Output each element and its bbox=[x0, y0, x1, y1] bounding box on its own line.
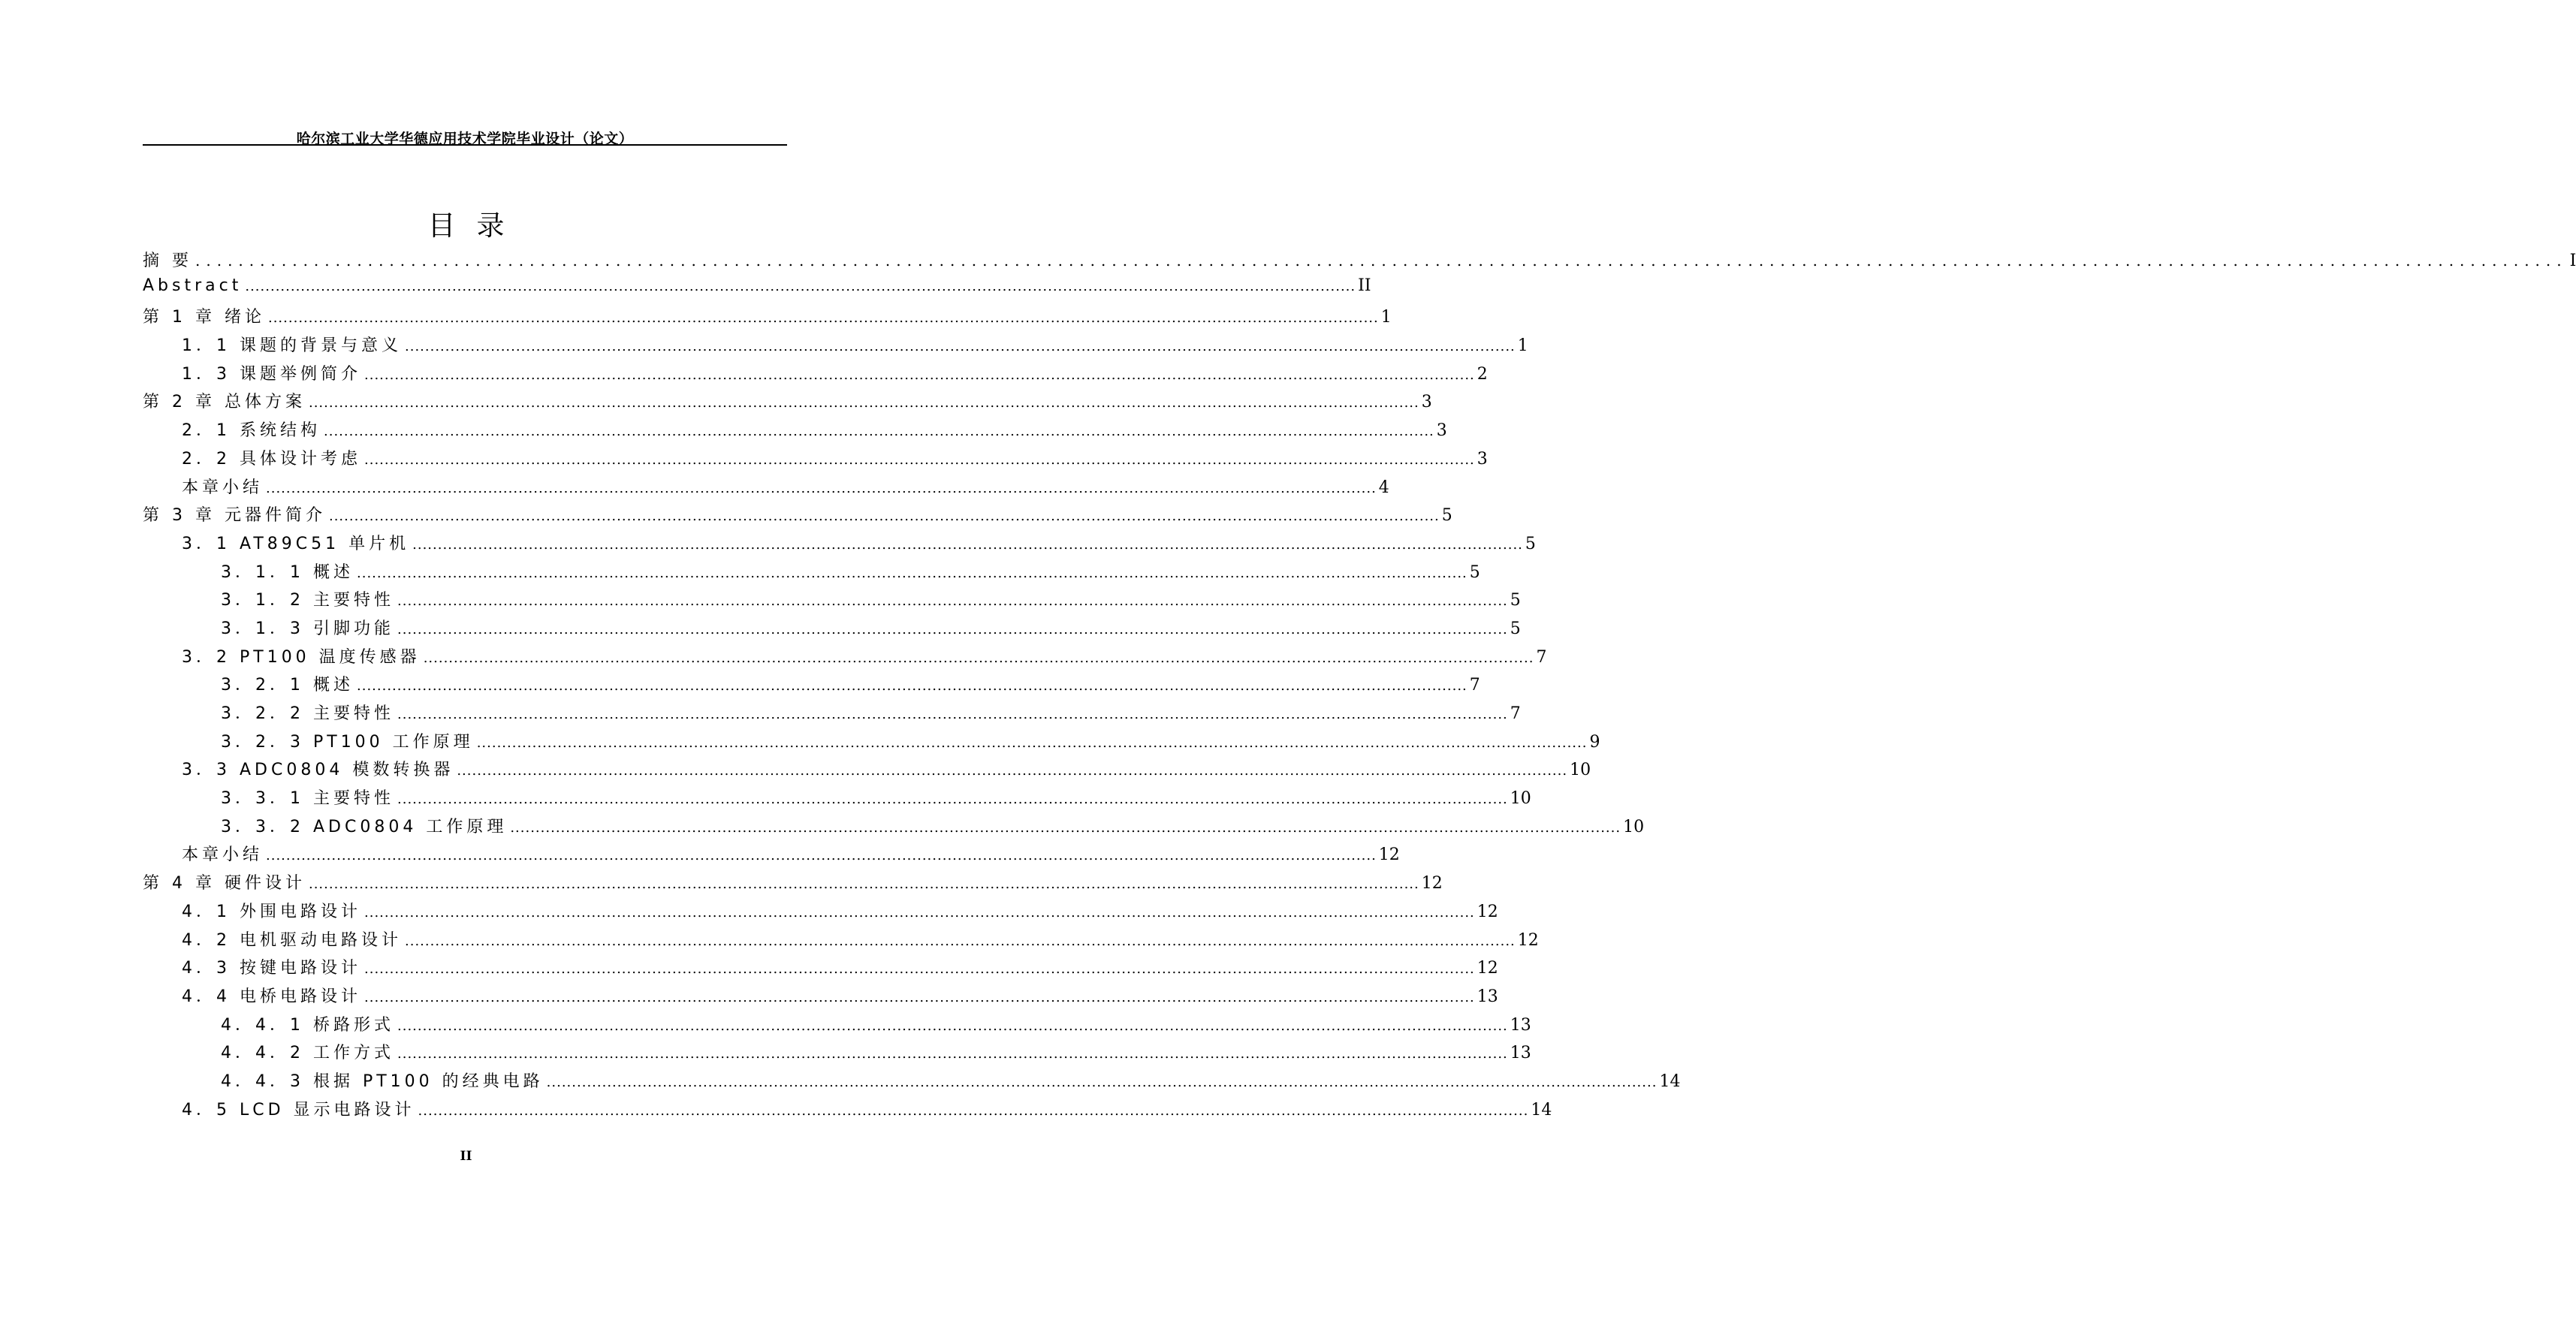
toc-entry-label: 2．2 具体设计考虑 bbox=[182, 449, 361, 469]
toc-dot-leader: ............................................................................................................................................................................................................................ bbox=[397, 1017, 1508, 1034]
toc-entry-label: 3．3．1 主要特性 bbox=[221, 789, 394, 809]
toc-entry[interactable] bbox=[143, 955, 1498, 984]
toc-title: 目录 bbox=[427, 209, 526, 242]
toc-entry[interactable] bbox=[143, 417, 1447, 446]
toc-entry-label: 3．2．3 PT100 工作原理 bbox=[221, 732, 474, 752]
toc-entry-label: 1．3 课题举例简介 bbox=[182, 364, 361, 384]
toc-entry[interactable] bbox=[143, 672, 1480, 701]
toc-dot-leader: ............................................................................................................................................................................................................................ bbox=[308, 395, 1419, 411]
toc-entry-page-number: 5 bbox=[1510, 619, 1521, 638]
toc-entry[interactable] bbox=[143, 1040, 1531, 1068]
toc-dot-leader: ............................................................................................................................................................................................................................ bbox=[364, 451, 1475, 468]
toc-entry[interactable] bbox=[143, 475, 1389, 503]
toc-entry[interactable] bbox=[143, 389, 1432, 417]
toc-entry[interactable] bbox=[143, 785, 1531, 814]
toc-entry[interactable] bbox=[143, 248, 2576, 276]
toc-entry[interactable] bbox=[143, 984, 1498, 1012]
toc-dot-leader: ............................................................................................................................................................................................................................ bbox=[397, 1046, 1508, 1062]
toc-dot-leader: ............................................................................................................................................................................................................................ bbox=[267, 310, 1379, 327]
toc-entry-page-number: 12 bbox=[1477, 902, 1498, 921]
toc-entry-label: 第 1 章 绪论 bbox=[143, 308, 265, 327]
toc-entry-label: 3．3 ADC0804 模数转换器 bbox=[182, 761, 454, 780]
toc-dot-leader: ............................................................................................................................................................................................................................ bbox=[266, 848, 1377, 864]
toc-entry[interactable] bbox=[143, 757, 1591, 785]
toc-entry-page-number: 3 bbox=[1477, 449, 1488, 469]
toc-entry[interactable] bbox=[143, 842, 1400, 870]
toc-entry-page-number: 10 bbox=[1623, 817, 1645, 836]
toc-entry[interactable] bbox=[143, 1097, 1552, 1126]
toc-dot-leader: ............................................................................................................................................................................................................................ bbox=[546, 1074, 1658, 1090]
toc-entry-label: 第 2 章 总体方案 bbox=[143, 393, 306, 412]
header-rule bbox=[143, 144, 787, 146]
toc-entry-label: 4．4．1 桥路形式 bbox=[221, 1015, 394, 1035]
toc-entry-page-number: 14 bbox=[1531, 1100, 1552, 1120]
toc-entry-label: 本章小结 bbox=[182, 845, 264, 865]
toc-entry-label: 第 4 章 硬件设计 bbox=[143, 874, 306, 894]
toc-entry-label: 第 3 章 元器件简介 bbox=[143, 506, 326, 526]
toc-entry[interactable] bbox=[143, 446, 1488, 475]
toc-entry[interactable] bbox=[143, 1068, 1681, 1097]
toc-entry[interactable] bbox=[143, 927, 1539, 956]
toc-entry-page-number: 10 bbox=[1570, 761, 1591, 780]
toc-dot-leader: ............................................................................................................................................................................................................................ bbox=[405, 933, 1516, 949]
toc-dot-leader: ............................................................................................................................................................................................................................ bbox=[266, 480, 1377, 496]
toc-entry-page-number: 13 bbox=[1477, 987, 1498, 1006]
toc-entry[interactable] bbox=[143, 616, 1521, 644]
toc-entry-label: 2．1 系统结构 bbox=[182, 421, 321, 441]
toc-dot-leader: ............................................................................................................................................................................................................................ bbox=[397, 593, 1508, 610]
page-number: II bbox=[460, 1149, 472, 1164]
toc-entry-label: 4．1 外围电路设计 bbox=[182, 902, 361, 921]
toc-entry-label: 4．4 电桥电路设计 bbox=[182, 987, 361, 1006]
toc-entry-label: 4．3 按键电路设计 bbox=[182, 959, 361, 978]
toc-dot-leader: ............................................................................................................................................................................................................................ bbox=[328, 508, 1440, 525]
toc-entry-page-number: 3 bbox=[1436, 421, 1447, 441]
toc-entry-label: 3．2．2 主要特性 bbox=[221, 704, 394, 723]
toc-entry-page-number: II bbox=[1358, 276, 1371, 295]
toc-entry-label: 4．5 LCD 显示电路设计 bbox=[182, 1100, 415, 1120]
toc-entry-label: 本章小结 bbox=[182, 478, 264, 497]
toc-dot-leader: ............................................................................................................................................................................................................................ bbox=[397, 621, 1508, 637]
toc-entry-page-number: 7 bbox=[1469, 676, 1480, 695]
toc-dot-leader: ............................................................................................................................................................................................................................ bbox=[476, 734, 1588, 751]
toc-dot-leader: ............................................................................................................................................................................................................................ bbox=[364, 366, 1475, 383]
toc-dot-leader: ............................................................................................................................................................................................................................ bbox=[412, 536, 1523, 553]
toc-entry-page-number: 5 bbox=[1469, 562, 1480, 582]
toc-entry-page-number: 1 bbox=[1380, 308, 1392, 327]
toc-entry-page-number: 7 bbox=[1536, 647, 1547, 667]
toc-entry-page-number: 12 bbox=[1421, 874, 1443, 894]
toc-entry[interactable] bbox=[143, 559, 1480, 588]
toc-entry-label: 4．4．3 根据 PT100 的经典电路 bbox=[221, 1071, 544, 1091]
toc-entry-label: 4．2 电机驱动电路设计 bbox=[182, 930, 402, 950]
toc-entry[interactable] bbox=[143, 502, 1452, 531]
toc-entry-page-number: 5 bbox=[1441, 506, 1452, 526]
toc-entry-page-number: 5 bbox=[1510, 591, 1521, 610]
toc-entry-label: 1．1 课题的背景与意义 bbox=[182, 336, 402, 356]
toc-entry-page-number: 14 bbox=[1659, 1071, 1681, 1091]
toc-dot-leader: ............................................................................................................................................................................................................................ bbox=[324, 423, 1434, 440]
toc-entry-page-number: 10 bbox=[1510, 789, 1531, 809]
toc-dot-leader: ............................................................................................................................................................................................................................ bbox=[457, 763, 1568, 779]
toc-entry[interactable] bbox=[143, 531, 1536, 559]
toc-entry-page-number: 4 bbox=[1378, 478, 1389, 497]
toc-entry[interactable] bbox=[143, 701, 1521, 729]
toc-dot-leader: ............................................................................................................................................................................................................................ bbox=[423, 649, 1534, 666]
toc-entry-label: 3．2 PT100 温度传感器 bbox=[182, 647, 421, 667]
toc-entry-page-number: 2 bbox=[1477, 364, 1488, 384]
toc-dot-leader: ............................................................................................................................................................................................................................ bbox=[308, 876, 1419, 893]
toc-list bbox=[143, 248, 2576, 1125]
toc-entry-page-number: 12 bbox=[1517, 930, 1539, 950]
toc-entry[interactable] bbox=[143, 587, 1521, 616]
toc-dot-leader: ............................................................................................................................................................................................................................ bbox=[397, 707, 1508, 722]
toc-entry-label: 3．1 AT89C51 单片机 bbox=[182, 534, 410, 553]
toc-dot-leader: ............................................................................................................................................................................................................................ bbox=[397, 791, 1508, 808]
toc-entry[interactable] bbox=[143, 1012, 1531, 1041]
toc-dot-leader: ............................................................................................................................................................................................................................ bbox=[357, 678, 1467, 695]
toc-entry-label: 3．3．2 ADC0804 工作原理 bbox=[221, 817, 508, 836]
toc-entry-label: 4．4．2 工作方式 bbox=[221, 1044, 394, 1063]
toc-entry[interactable] bbox=[143, 729, 1600, 758]
toc-entry-label: 摘 要 bbox=[143, 252, 192, 270]
toc-entry-page-number: I bbox=[2569, 252, 2576, 270]
toc-dot-leader: ............................................................................................................................................................................................................................ bbox=[364, 904, 1475, 921]
toc-entry-page-number: 13 bbox=[1510, 1015, 1531, 1035]
toc-entry-page-number: 5 bbox=[1525, 534, 1536, 553]
toc-entry-page-number: 13 bbox=[1510, 1044, 1531, 1063]
toc-entry[interactable] bbox=[143, 870, 1443, 899]
toc-entry-page-number: 7 bbox=[1510, 704, 1521, 723]
toc-dot-leader: ............................................................................................................................................................................................................................ bbox=[364, 989, 1475, 1005]
toc-entry-label: 3．1．2 主要特性 bbox=[221, 591, 394, 610]
toc-entry[interactable] bbox=[143, 304, 1392, 333]
toc-entry[interactable] bbox=[143, 333, 1528, 361]
toc-entry[interactable] bbox=[143, 361, 1488, 390]
toc-entry-page-number: 9 bbox=[1589, 732, 1600, 752]
toc-dot-leader: ............................................................................................................................................................................................................................ bbox=[405, 339, 1516, 355]
toc-dot-leader: ............................................................................................................................................................................................................................ bbox=[357, 565, 1467, 581]
toc-dot-leader: ............................................................................................................................................................................................................................ bbox=[195, 252, 2568, 270]
toc-entry[interactable] bbox=[143, 899, 1498, 927]
toc-dot-leader: ............................................................................................................................................................................................................................ bbox=[510, 819, 1621, 836]
toc-dot-leader: ............................................................................................................................................................................................................................ bbox=[245, 278, 1356, 294]
toc-dot-leader: ............................................................................................................................................................................................................................ bbox=[364, 961, 1475, 978]
toc-entry[interactable] bbox=[143, 276, 1371, 305]
toc-entry-label: Abstract bbox=[143, 276, 243, 295]
toc-entry-page-number: 1 bbox=[1517, 336, 1528, 356]
toc-entry[interactable] bbox=[143, 814, 1645, 842]
toc-entry-page-number: 3 bbox=[1421, 393, 1432, 412]
running-header: 哈尔滨工业大学华德应用技术学院毕业设计（论文） bbox=[296, 131, 634, 147]
toc-entry-page-number: 12 bbox=[1477, 959, 1498, 978]
toc-entry[interactable] bbox=[143, 644, 1547, 673]
toc-entry-label: 3．1．1 概述 bbox=[221, 562, 354, 582]
toc-dot-leader: ............................................................................................................................................................................................................................ bbox=[418, 1102, 1529, 1119]
toc-entry-page-number: 12 bbox=[1378, 845, 1400, 865]
toc-entry-label: 3．1．3 引脚功能 bbox=[221, 619, 394, 638]
toc-entry-label: 3．2．1 概述 bbox=[221, 676, 354, 695]
